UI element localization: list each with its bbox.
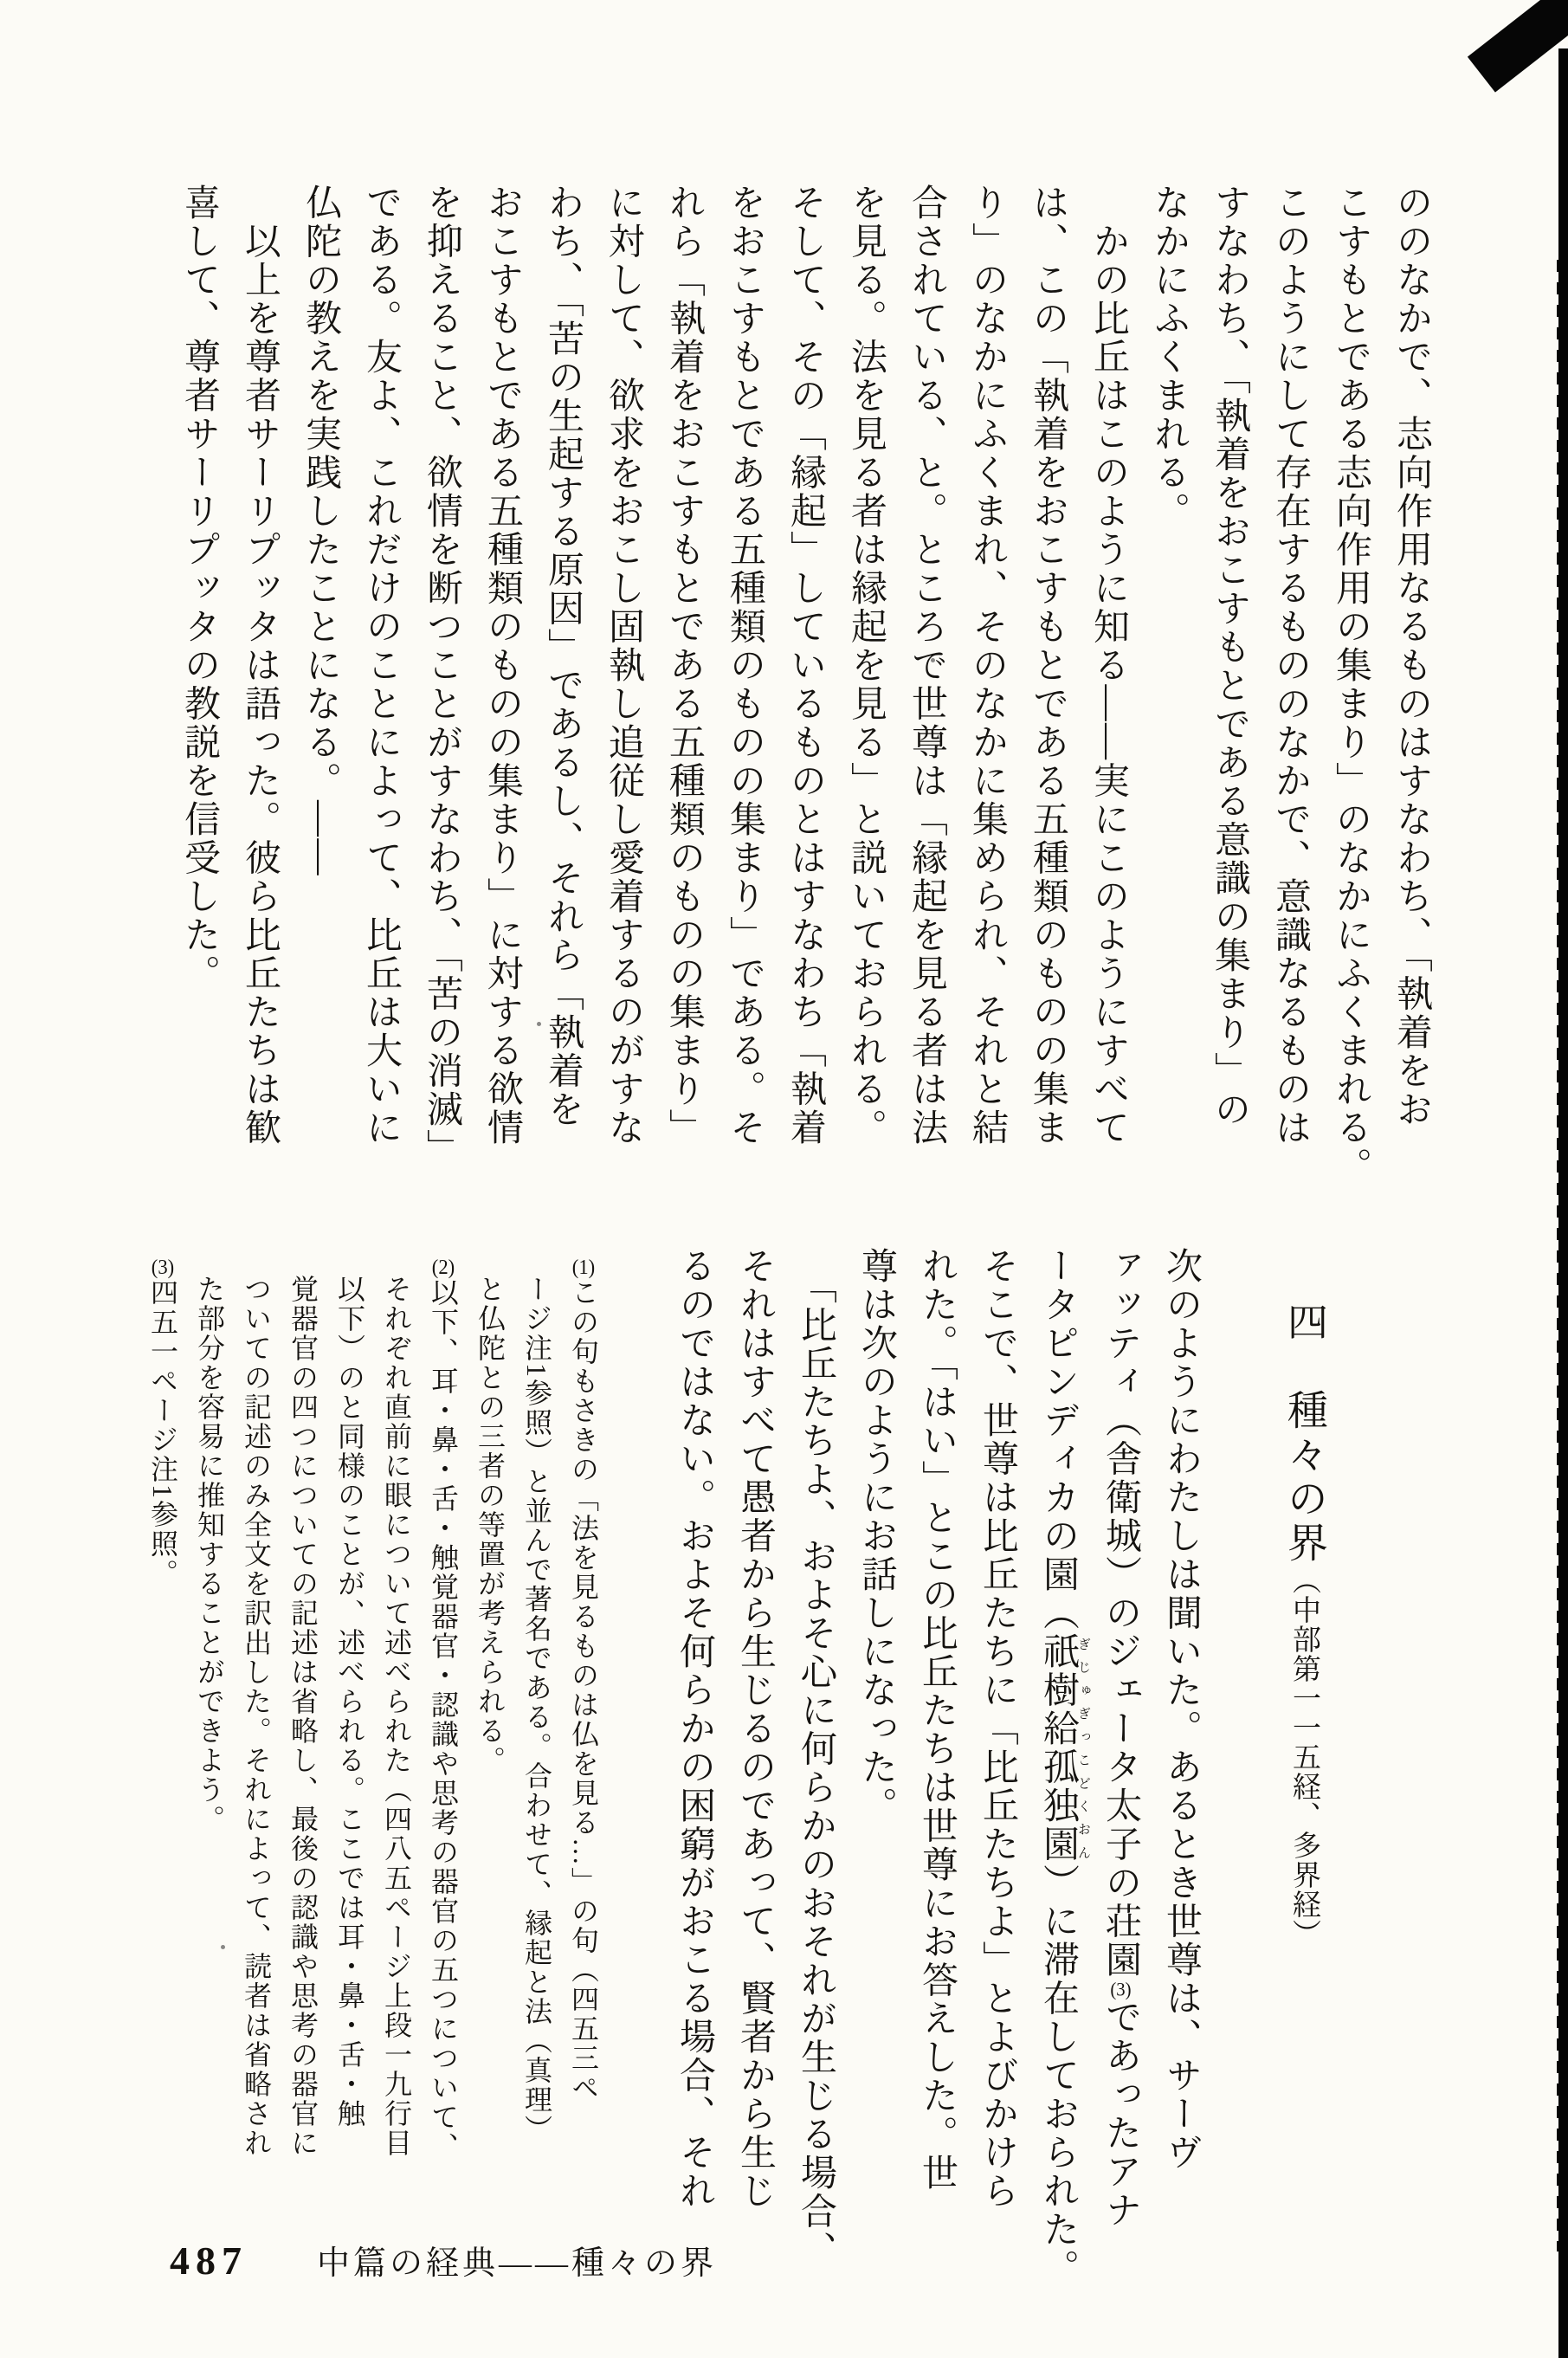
- text-column: すなわち、「執着をおこすもとである意識の集まり」の: [1210, 184, 1249, 1129]
- text-column: れら「執着をおこすもとである五種類のものの集まり」: [664, 184, 704, 1147]
- footnote-ref-3: (3): [1110, 1979, 1132, 1999]
- footnotes-block: [139, 1257, 607, 2167]
- text-column: に対して、欲求をおこし固執し追従し愛着するのがすな: [603, 184, 643, 1147]
- footnote-column: それぞれ直前に眼について述べられた（四八五ページ上段一九行目: [381, 1275, 412, 2158]
- text-column: れた。「はい」とこの比丘たちは世尊にお答えした。世: [917, 1247, 957, 2193]
- text-column: おこすもとである五種類のものの集まり」に対する欲情: [482, 184, 522, 1147]
- corner-scan-mark: [1468, 0, 1568, 93]
- footnote-column: た部分を容易に推知することができよう。: [194, 1275, 225, 1834]
- text-column: 以上を尊者サーリプッタは語った。彼ら比丘たちは歓: [240, 184, 280, 1147]
- text-column: を抑えること、欲情を断つことがすなわち、「苦の消滅」: [422, 184, 461, 1167]
- footnote-text: 以下、耳・鼻・舌・触覚器官・認識や思考の器官の五つについて、: [428, 1278, 459, 2161]
- text-run: ）に滞在しておられた。: [1038, 1864, 1078, 2288]
- text-column: 喜して、尊者サーリプッタの教説を信受した。: [179, 184, 219, 993]
- text-column: [1090, 1247, 1151, 2303]
- section-number-title: 四 種々の界: [1281, 1301, 1326, 1566]
- footnote-column: と仏陀との三者の等置が考えられる。: [474, 1275, 506, 1775]
- ruby-gion-furigana: ぎじゅぎっこどくおん: [1076, 1632, 1090, 1864]
- footnote-marker-1: (1): [571, 1257, 596, 1278]
- text-column: かの比丘はこのように知る――実にこのようにすべて: [1088, 184, 1128, 1147]
- ruby-gion: [1038, 1632, 1090, 1864]
- footnote-text: 四五一ページ注1参照。: [147, 1278, 178, 1588]
- text-run: ータピンディカの園（: [1038, 1247, 1078, 1632]
- text-column: 合されている、と。ところで世尊は「縁起を見る者は法: [907, 184, 946, 1147]
- text-column: るのではない。およそ何らかの困窮がおこる場合、それ: [674, 1247, 714, 2211]
- footnote-column: ージ注1参照）と並んで著名である。合わせて、縁起と法（真理）: [521, 1275, 552, 2144]
- text-column: を見る。法を見る者は縁起を見る」と説いておられる。: [846, 184, 886, 1147]
- text-column: 「比丘たちよ、およそ心に何らかのおそれが生じる場合、: [796, 1247, 836, 2270]
- book-spine-fray: [1557, 260, 1559, 2251]
- text-run: であったアナ: [1100, 1998, 1140, 2230]
- footnote-marker-2: (2): [431, 1257, 455, 1278]
- section-heading: [1253, 1247, 1355, 2303]
- text-column: [1028, 1247, 1090, 2303]
- text-column: をおこすもとである五種類のものの集まり」である。そ: [725, 184, 765, 1147]
- footnote-column: ついての記述のみ全文を訳出した。それによって、読者は省略され: [241, 1275, 272, 2158]
- footnote-text: この句もさきの「法を見るものは仏を見る…」の句（四五三ペ: [568, 1278, 599, 2103]
- ruby-gion-base: 祇樹給孤独園: [1038, 1632, 1078, 1864]
- text-column: なかにふくまれる。: [1149, 184, 1189, 531]
- footnote-marker-3: (3): [151, 1257, 175, 1278]
- footnote-column: 覚器官の四つについての記述は省略し、最後の認識や思考の器官に: [287, 1275, 319, 2158]
- running-title: 中篇の経典――種々の界: [317, 2245, 718, 2282]
- section-subtitle: （中部第一一五経、多界経）: [1288, 1566, 1320, 1948]
- text-column: り」のなかにふくまれ、そのなかに集められ、それと結: [967, 184, 1007, 1147]
- text-column: このようにして存在するもののなかで、意識なるものは: [1270, 184, 1310, 1147]
- book-spine-shadow: [1558, 48, 1568, 2358]
- text-run: ァッティ（舎衛城）のジェータ太子の荘園: [1100, 1247, 1140, 1980]
- main-text-block-section4: [664, 1247, 1355, 2303]
- main-text-block-part1: [169, 184, 1442, 1214]
- footnote-column: [139, 1257, 186, 2167]
- text-column: 尊は次のようにお話しになった。: [856, 1247, 896, 1825]
- text-column: そして、その「縁起」しているものとはすなわち「執着: [785, 184, 825, 1147]
- page-number: 487: [170, 2238, 248, 2283]
- text-column: 次のようにわたしは聞いた。あるとき世尊は、サーヴ: [1161, 1247, 1201, 2172]
- footnote-column: [420, 1257, 467, 2167]
- text-column: それはすべて愚者から生じるのであって、賢者から生じ: [735, 1247, 775, 2211]
- text-column: そこで、世尊は比丘たちに「比丘たちよ」とよびかけら: [978, 1247, 1017, 2211]
- page-footer: [170, 2236, 717, 2284]
- footnote-column: 以下）のと同様のことが、述べられる。ここでは耳・鼻・舌・触: [334, 1275, 365, 2129]
- text-column: 仏陀の教えを実践したことになる。――: [300, 184, 340, 877]
- text-column: である。友よ、これだけのことによって、比丘は大いに: [361, 184, 401, 1147]
- text-column: わち、「苦の生起する原因」であるし、それら「執着を: [543, 184, 583, 1129]
- text-column: は、この「執着をおこすもとである五種類のものの集ま: [1028, 184, 1068, 1147]
- text-column: ののなかで、志向作用なるものはすなわち、「執着をお: [1391, 184, 1431, 1129]
- footnote-column: [560, 1257, 607, 2167]
- text-column: こすもとである志向作用の集まり」のなかにふくまれる。: [1331, 184, 1371, 1185]
